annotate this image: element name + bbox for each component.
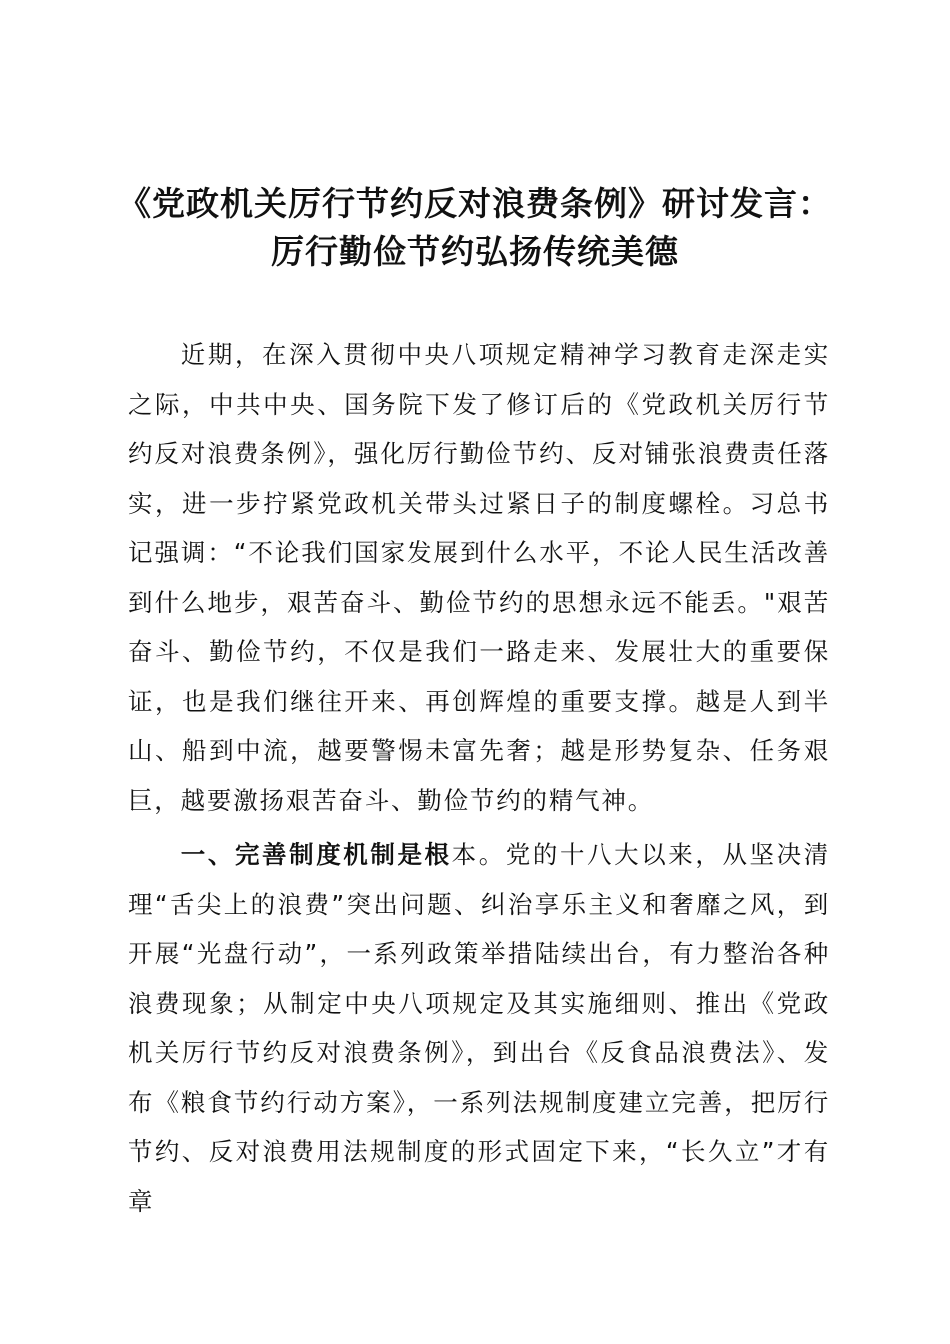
intro-paragraph-text: 近期，在深入贯彻中央八项规定精神学习教育走深走实之际，中共中央、国务院下发了修订后的《党政机关厉行节约反对浪费条例》，强化厉行勤俭节约、反对铺张浪费责任落实，进一步拧紧党政机关带头过紧日子的制度螺栓。习总书记强调：“不论我们国家发展到什么水平，不论人民生活改善到什么地步，艰苦奋斗、勤俭节约的思想永远不能丢。"艰苦奋斗、勤俭节约，不仅是我们一路走来、发展壮大的重要保证，也是我们继往开来、再创辉煌的重要支撑。越是人到半山、船到中流，越要警惕未富先奢；越是形势复杂、任务艰巨，越要激扬艰苦奋斗、勤俭节约的精气神。 xyxy=(128,340,830,815)
document-title-line-1: 《党政机关厉行节约反对浪费条例》研讨发言： xyxy=(118,184,832,223)
section-1-paragraph xyxy=(128,830,830,1226)
section-1-heading: 一、完善制度机制是根 xyxy=(180,840,452,869)
section-1-text: 本。党的十八大以来，从坚决清理“舌尖上的浪费”突出问题、纠治享乐主义和奢靡之风，到开展“光盘行动”，一系列政策举措陆续出台，有力整治各种浪费现象；从制定中央八项规定及其实施细则、推出《党政机关厉行节约反对浪费条例》，到出台《反食品浪费法》、发布《粮食节约行动方案》，一系列法规制度建立完善，把厉行节约、反对浪费用法规制度的形式固定下来，“长久立”才有章 xyxy=(128,840,831,1216)
document-title-line-2: 厉行勤俭节约弘扬传统美德 xyxy=(271,232,679,271)
intro-paragraph xyxy=(128,330,830,825)
